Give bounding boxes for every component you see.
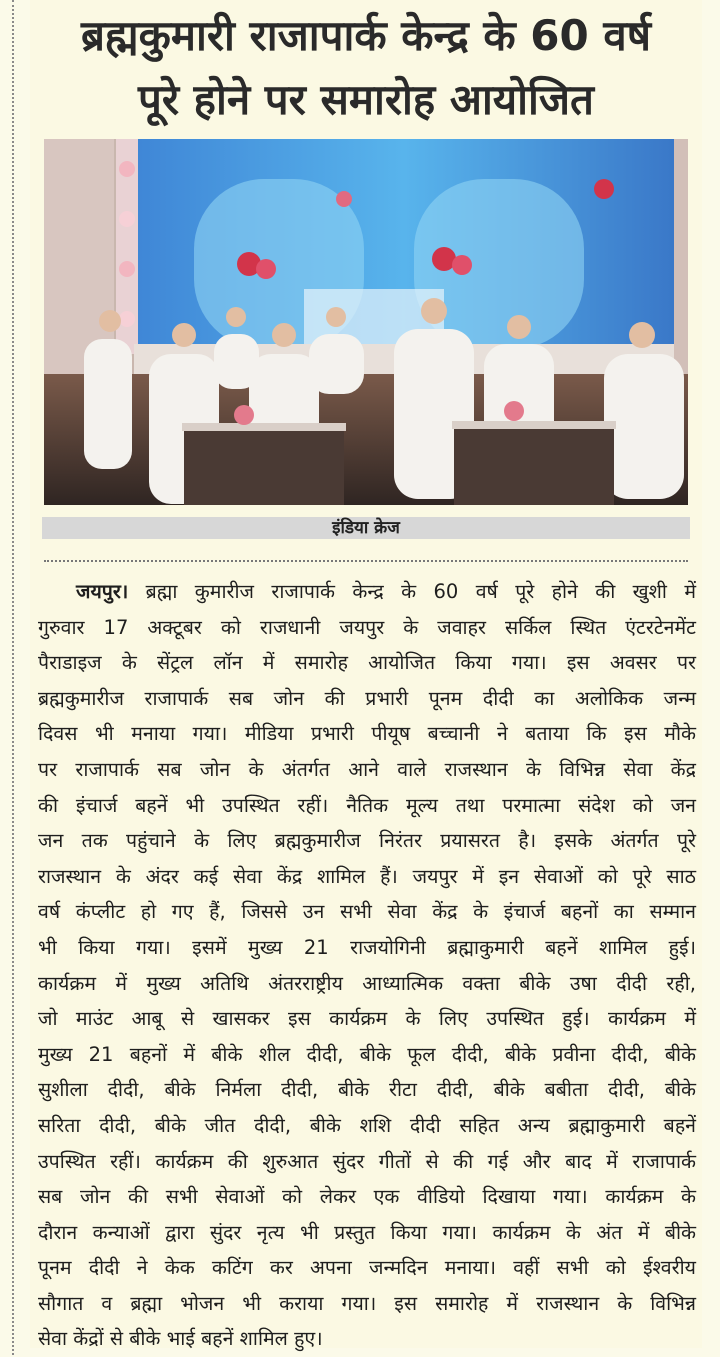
- article-body: [38, 574, 696, 1357]
- article-line: की इंचार्ज बहनें भी उपस्थित रहीं। नैतिक मूल्य तथा परमात्मा संदेश को जन: [38, 793, 696, 817]
- article-line: वर्ष कंप्लीट हो गए हैं, जिससे उन सभी सेवा केंद्र के इंचार्ज बहनों का सम्मान: [38, 900, 696, 924]
- event-stage-photo: [44, 139, 688, 505]
- headline-line-2: पूरे होने पर समारोह आयोजित: [138, 75, 594, 124]
- article-line: पूनम दीदी ने केक कटिंग कर अपना जन्मदिन मनाया। वहीं सभी को ईश्वरीय: [38, 1256, 696, 1280]
- article-line: ब्रह्मकुमारीज राजापार्क सब जोन की प्रभारी पूनम दीदी का अलोकिक जन्म: [38, 686, 696, 710]
- photo-caption: इंडिया क्रेज: [332, 518, 400, 538]
- headline-line-1: ब्रह्मकुमारी राजापार्क केन्द्र के 60 वर्ष: [81, 11, 651, 60]
- article-line: सेवा केंद्रों से बीके भाई बहनें शामिल हुए।: [38, 1327, 323, 1351]
- margin-dotted-rule: [12, 0, 14, 1355]
- article-line: सुशीला दीदी, बीके निर्मला दीदी, बीके रीटा दीदी, बीके बबीता दीदी, बीके: [38, 1078, 696, 1102]
- article-line: पैराडाइज के सेंट्रल लॉन में समारोह आयोजित किया गया। इस अवसर पर: [38, 651, 696, 675]
- article-line: सौगात व ब्रह्मा भोजन भी कराया गया। इस समारोह में राजस्थान के विभिन्न: [38, 1291, 696, 1315]
- article-line: उपस्थित रहीं। कार्यक्रम की शुरुआत सुंदर गीतों से की गई और बाद में राजापार्क: [38, 1149, 696, 1173]
- dotted-separator: [44, 560, 688, 562]
- article-line: मुख्य 21 बहनों में बीके शील दीदी, बीके फूल दीदी, बीके प्रवीना दीदी, बीके: [38, 1042, 696, 1066]
- article-line: सरिता दीदी, बीके जीत दीदी, बीके शशि दीदी सहित अन्य ब्रह्माकुमारी बहनें: [38, 1113, 696, 1137]
- article-line: सब जोन की सभी सेवाओं को लेकर एक वीडियो दिखाया गया। कार्यक्रम के: [38, 1185, 696, 1209]
- article-line: भी किया गया। इसमें मुख्य 21 राजयोगिनी ब्रह्माकुमारी बहनें शामिल हुई।: [38, 935, 696, 959]
- article-line: पर राजापार्क सब जोन के अंतर्गत आने वाले राजस्थान के विभिन्न सेवा केंद्र: [38, 757, 696, 781]
- article-line: कार्यक्रम में मुख्य अतिथि अंतरराष्ट्रीय आध्यात्मिक वक्ता बीके उषा दीदी रही,: [38, 971, 696, 995]
- article-line: दौरान कन्याओं द्वारा सुंदर नृत्य भी प्रस्तुत किया गया। कार्यक्रम के अंत में बीके: [38, 1220, 696, 1244]
- article-line: जो माउंट आबू से खासकर इस कार्यक्रम के लिए उपस्थित हुई। कार्यक्रम में: [38, 1007, 696, 1031]
- article-line: राजस्थान के अंदर कई सेवा केंद्र शामिल हैं। जयपुर में इन सेवाओं को पूरे साठ: [38, 864, 696, 888]
- article-line: दिवस भी मनाया गया। मीडिया प्रभारी पीयूष बच्चानी ने बताया कि इस मौके: [38, 722, 696, 746]
- article-line-text: ब्रह्मा कुमारीज राजापार्क केन्द्र के 60 वर्ष पूरे होने की खुशी में: [128, 580, 696, 603]
- article-line: [38, 574, 696, 610]
- article-line: जन तक पहुंचाने के लिए ब्रह्मकुमारीज निरंतर प्रयासरत है। इसके अंतर्गत पूरे: [38, 829, 696, 853]
- article-line: गुरुवार 17 अक्टूबर को राजधानी जयपुर के जवाहर सर्किल स्थित एंटरटेनमेंट: [38, 615, 696, 639]
- headline: [30, 4, 702, 132]
- article-dateline: जयपुर।: [76, 580, 129, 603]
